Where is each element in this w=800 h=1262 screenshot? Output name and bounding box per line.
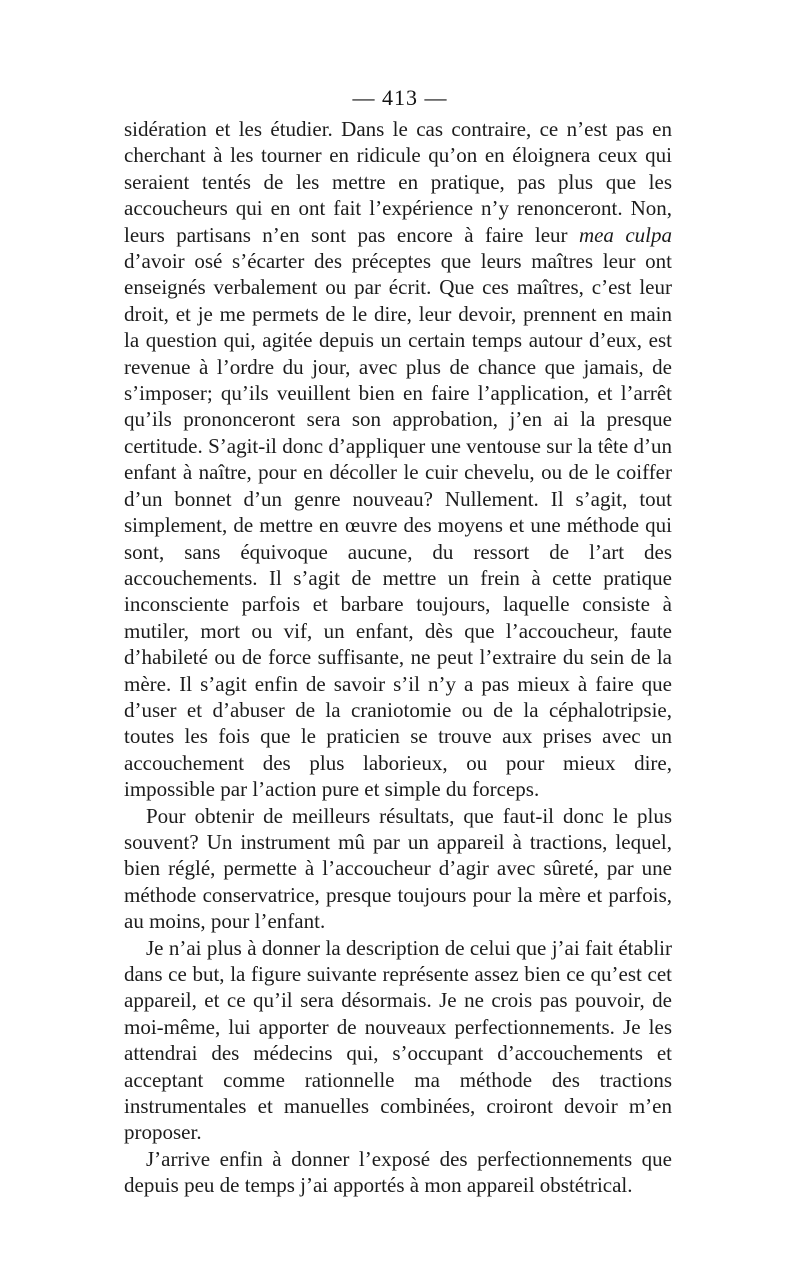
paragraph-1-part-2: d’avoir osé s’écarter des préceptes que leurs maîtres leur ont enseignés verbalement ou par écrit. Que ces maîtres, c’est leur droit, et je me permets de le dire, leur devoir, prennent en main la question qui, agitée depuis un certain temps autour d’eux, est revenue à l’ordre du jour, avec plus de chance que jamais, de s’imposer; qu’ils veuillent bien en faire l’application, et l’arrêt qu’ils prononceront sera son approbation, j’en ai la presque certitude. S’agit-il donc d’appliquer une ventouse sur la tête d’un enfant à naître, pour en décoller le cuir chevelu, ou de le coiffer d’un bonnet d’un genre nouveau? Nullement. Il s’agit, tout simplement, de mettre en œuvre des moyens et une méthode qui sont, sans équivoque aucune, du ressort de l’art des accouchements. Il s’agit de mettre un frein à cette pratique inconsciente parfois et barbare toujours, laquelle consiste à mutiler, mort ou vif, un enfant, dès que l’accoucheur, faute d’habileté ou de force suffisante, ne peut l’extraire du sein de la mère. Il s’agit enfin de savoir s’il n’y a pas mieux à faire que d’user et d’abuser de la craniotomie ou de la céphalotripsie, toutes les fois que le praticien se trouve aux prises avec un accouchement des plus laborieux, ou pour mieux dire, impossible par l’action pure et simple du forceps. [124,249,672,802]
paragraph-1 [124,116,672,803]
paragraph-3: Je n’ai plus à donner la description de celui que j’ai fait établir dans ce but, la figure suivante représente assez bien ce qu’est cet appareil, et ce qu’il sera désormais. Je ne crois pas pouvoir, de moi-même, lui apporter de nouveaux perfectionnements. Je les attendrai des médecins qui, s’occupant d’accouchements et acceptant comme rationnelle ma méthode des tractions instrumentales et manuelles combinées, croiront devoir m’en proposer. [124,935,672,1145]
paragraph-1-part-1: sidération et les étudier. Dans le cas contraire, ce n’est pas en cherchant à les tourner en ridicule qu’on en éloignera ceux qui seraient tentés de les mettre en pratique, pas plus que les accoucheurs qui en ont fait l’expérience n’y renonceront. Non, leurs partisans n’en sont pas encore à faire leur [124,117,672,247]
paragraph-2: Pour obtenir de meilleurs résultats, que faut-il donc le plus souvent? Un instrument mû par un appareil à tractions, lequel, bien réglé, permette à l’accoucheur d’agir avec sûreté, par une méthode conservatrice, presque toujours pour la mère et parfois, au moins, pour l’enfant. [124,803,672,934]
page-number: — 413 — [352,85,448,110]
italic-latin-phrase: mea culpa [578,222,672,247]
paragraph-4: J’arrive enfin à donner l’exposé des perfectionnements que depuis peu de temps j’ai apportés à mon appareil obstétrical. [124,1146,672,1198]
body-text [124,116,672,1199]
